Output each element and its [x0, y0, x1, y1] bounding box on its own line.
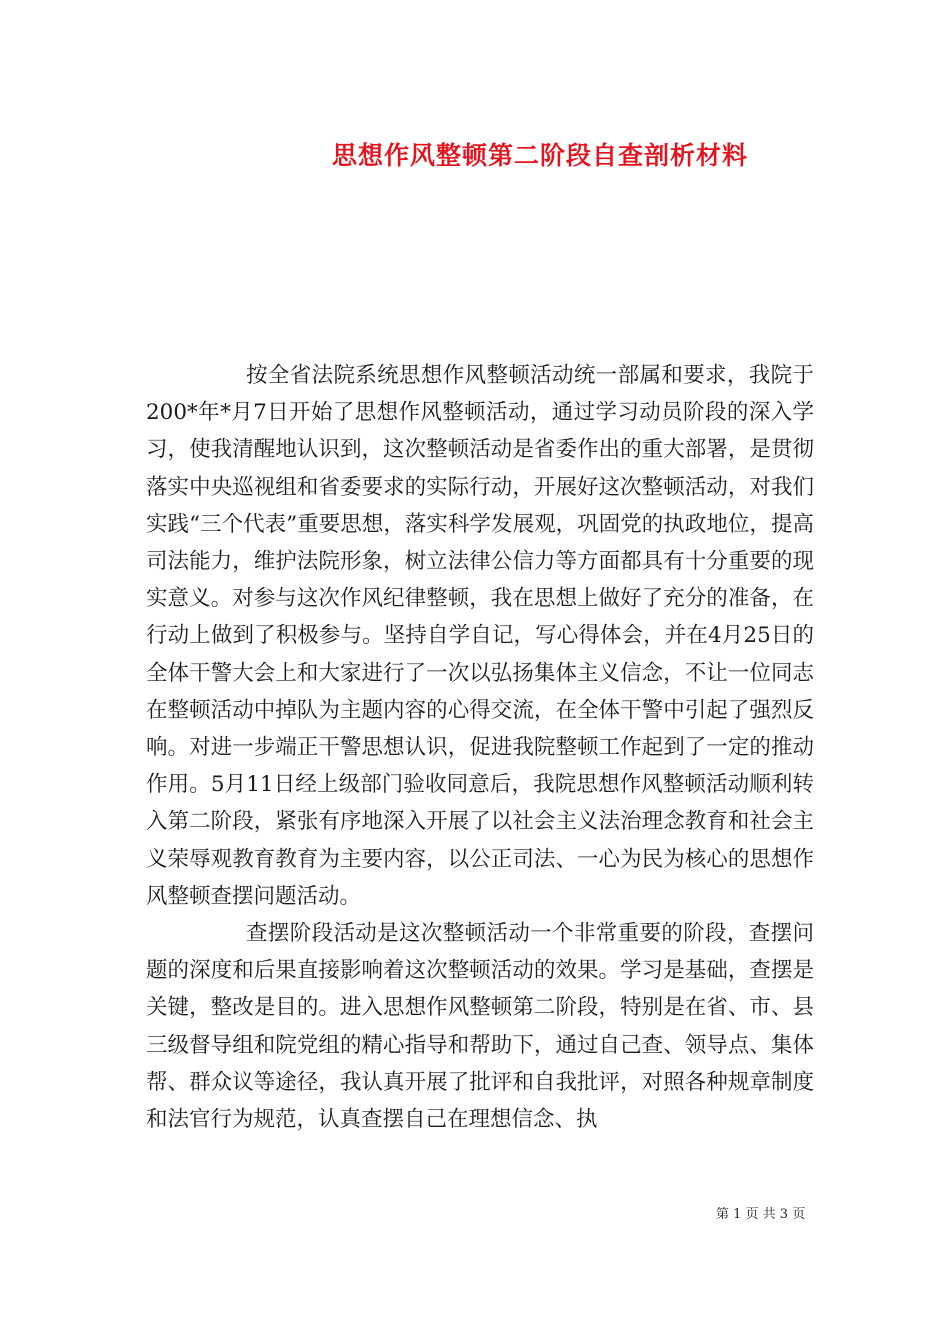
- document-body: [146, 357, 814, 1138]
- page-number-footer: 第 1 页 共 3 页: [716, 1207, 806, 1222]
- paragraph-1: 按全省法院系统思想作风整顿活动统一部属和要求，我院于200*年*月7日开始了思想作风整顿活动，通过学习动员阶段的深入学习，使我清醒地认识到，这次整顿活动是省委作出的重大部署，是贯彻落实中央巡视组和省委要求的实际行动，开展好这次整顿活动，对我们实践“三个代表”重要思想，落实科学发展观，巩固党的执政地位，提高司法能力，维护法院形象，树立法律公信力等方面都具有十分重要的现实意义。对参与这次作风纪律整顿，我在思想上做好了充分的准备，在行动上做到了积极参与。坚持自学自记，写心得体会，并在4月25日的全体干警大会上和大家进行了一次以弘扬集体主义信念，不让一位同志在整顿活动中掉队为主题内容的心得交流，在全体干警中引起了强烈反响。对进一步端正干警思想认识，促进我院整顿工作起到了一定的推动作用。5月11日经上级部门验收同意后，我院思想作风整顿活动顺利转入第二阶段，紧张有序地深入开展了以社会主义法治理念教育和社会主义荣辱观教育教育为主要内容，以公正司法、一心为民为核心的思想作风整顿查摆问题活动。: [146, 363, 814, 909]
- paragraph-2: 查摆阶段活动是这次整顿活动一个非常重要的阶段，查摆问题的深度和后果直接影响着这次整顿活动的效果。学习是基础，查摆是关键，整改是目的。进入思想作风整顿第二阶段，特别是在省、市、县三级督导组和院党组的精心指导和帮助下，通过自己查、领导点、集体帮、群众议等途径，我认真开展了批评和自我批评，对照各种规章制度和法官行为规范，认真查摆自己在理想信念、执: [146, 921, 814, 1133]
- document-title: 思想作风整顿第二阶段自查剖析材料: [331, 141, 748, 170]
